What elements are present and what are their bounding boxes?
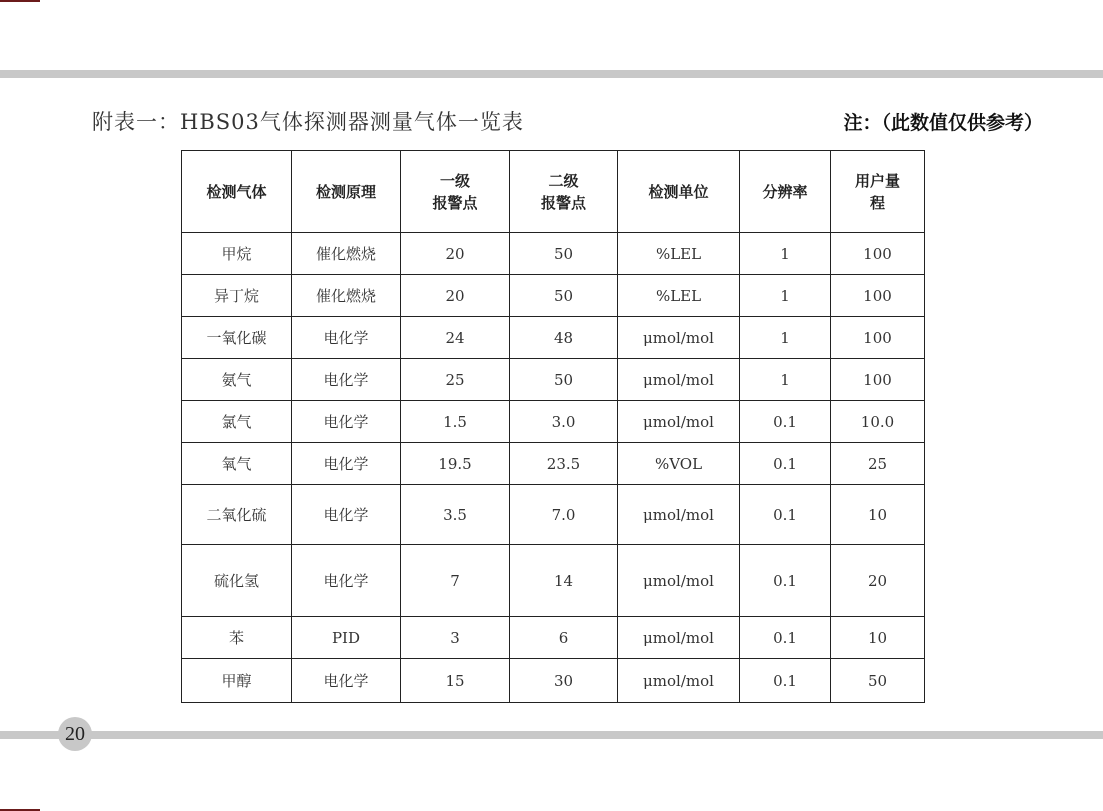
cell-alarm-1: 25 bbox=[401, 359, 510, 401]
cell-principle: 电化学 bbox=[292, 485, 401, 545]
bottom-rule bbox=[0, 731, 1103, 739]
cell-resolution: 1 bbox=[740, 359, 831, 401]
cell-gas: 二氧化硫 bbox=[182, 485, 292, 545]
cell-principle: 电化学 bbox=[292, 317, 401, 359]
cell-alarm-2: 23.5 bbox=[510, 443, 618, 485]
cell-resolution: 0.1 bbox=[740, 401, 831, 443]
table-row bbox=[182, 617, 925, 659]
table-row bbox=[182, 443, 925, 485]
cell-alarm-2: 48 bbox=[510, 317, 618, 359]
cell-alarm-2: 7.0 bbox=[510, 485, 618, 545]
table-row bbox=[182, 545, 925, 617]
cell-unit: %LEL bbox=[618, 233, 740, 275]
cell-resolution: 1 bbox=[740, 275, 831, 317]
cell-resolution: 0.1 bbox=[740, 545, 831, 617]
cell-unit: μmol/mol bbox=[618, 359, 740, 401]
page-number: 20 bbox=[58, 717, 92, 751]
cell-alarm-1: 20 bbox=[401, 233, 510, 275]
cell-resolution: 0.1 bbox=[740, 659, 831, 703]
cell-range: 20 bbox=[831, 545, 925, 617]
header-gas: 检测气体 bbox=[182, 151, 292, 233]
header-principle: 检测原理 bbox=[292, 151, 401, 233]
cell-gas: 氧气 bbox=[182, 443, 292, 485]
cell-alarm-1: 1.5 bbox=[401, 401, 510, 443]
table-row bbox=[182, 359, 925, 401]
cell-principle: 电化学 bbox=[292, 443, 401, 485]
reference-note: 注：（此数值仅供参考） bbox=[843, 112, 1043, 134]
cell-resolution: 0.1 bbox=[740, 443, 831, 485]
cell-resolution: 1 bbox=[740, 317, 831, 359]
table-row bbox=[182, 233, 925, 275]
cell-range: 25 bbox=[831, 443, 925, 485]
cell-alarm-2: 30 bbox=[510, 659, 618, 703]
cell-alarm-2: 3.0 bbox=[510, 401, 618, 443]
cell-unit: μmol/mol bbox=[618, 485, 740, 545]
cell-principle: 催化燃烧 bbox=[292, 275, 401, 317]
cell-principle: 电化学 bbox=[292, 401, 401, 443]
cell-alarm-1: 20 bbox=[401, 275, 510, 317]
gas-table bbox=[181, 150, 925, 703]
header-alarm-2: 二级 报警点 bbox=[510, 151, 618, 233]
cell-unit: μmol/mol bbox=[618, 545, 740, 617]
cell-gas: 氨气 bbox=[182, 359, 292, 401]
cell-principle: PID bbox=[292, 617, 401, 659]
cell-range: 50 bbox=[831, 659, 925, 703]
table-body bbox=[182, 233, 925, 703]
table-header-row bbox=[182, 151, 925, 233]
cell-alarm-1: 19.5 bbox=[401, 443, 510, 485]
cell-range: 10.0 bbox=[831, 401, 925, 443]
cell-alarm-2: 50 bbox=[510, 233, 618, 275]
page-title: 附表一：HBS03气体探测器测量气体一览表 bbox=[92, 110, 524, 134]
cell-gas: 硫化氢 bbox=[182, 545, 292, 617]
cell-gas: 氯气 bbox=[182, 401, 292, 443]
cell-principle: 催化燃烧 bbox=[292, 233, 401, 275]
cell-range: 100 bbox=[831, 275, 925, 317]
cell-principle: 电化学 bbox=[292, 545, 401, 617]
cell-range: 100 bbox=[831, 233, 925, 275]
cell-alarm-1: 24 bbox=[401, 317, 510, 359]
header-alarm-1: 一级 报警点 bbox=[401, 151, 510, 233]
cell-alarm-2: 14 bbox=[510, 545, 618, 617]
cell-gas: 苯 bbox=[182, 617, 292, 659]
table-row bbox=[182, 317, 925, 359]
cell-principle: 电化学 bbox=[292, 659, 401, 703]
header-resolution: 分辨率 bbox=[740, 151, 831, 233]
table-row bbox=[182, 485, 925, 545]
cell-alarm-1: 7 bbox=[401, 545, 510, 617]
cell-unit: %VOL bbox=[618, 443, 740, 485]
cell-unit: μmol/mol bbox=[618, 401, 740, 443]
cell-gas: 异丁烷 bbox=[182, 275, 292, 317]
cell-alarm-1: 3.5 bbox=[401, 485, 510, 545]
cell-resolution: 0.1 bbox=[740, 617, 831, 659]
cell-gas: 甲醇 bbox=[182, 659, 292, 703]
cell-range: 10 bbox=[831, 485, 925, 545]
cell-unit: μmol/mol bbox=[618, 317, 740, 359]
cell-unit: μmol/mol bbox=[618, 659, 740, 703]
cell-principle: 电化学 bbox=[292, 359, 401, 401]
cell-gas: 甲烷 bbox=[182, 233, 292, 275]
table-row bbox=[182, 659, 925, 703]
cell-unit: μmol/mol bbox=[618, 617, 740, 659]
cell-alarm-2: 50 bbox=[510, 359, 618, 401]
table-row bbox=[182, 401, 925, 443]
cell-range: 10 bbox=[831, 617, 925, 659]
top-rule bbox=[0, 70, 1103, 78]
cell-resolution: 1 bbox=[740, 233, 831, 275]
header-range: 用户量 程 bbox=[831, 151, 925, 233]
cell-alarm-1: 15 bbox=[401, 659, 510, 703]
cell-range: 100 bbox=[831, 359, 925, 401]
cell-gas: 一氧化碳 bbox=[182, 317, 292, 359]
cell-range: 100 bbox=[831, 317, 925, 359]
cell-alarm-2: 6 bbox=[510, 617, 618, 659]
top-corner-mark bbox=[0, 0, 40, 2]
header-unit: 检测单位 bbox=[618, 151, 740, 233]
cell-resolution: 0.1 bbox=[740, 485, 831, 545]
table-row bbox=[182, 275, 925, 317]
cell-unit: %LEL bbox=[618, 275, 740, 317]
cell-alarm-2: 50 bbox=[510, 275, 618, 317]
cell-alarm-1: 3 bbox=[401, 617, 510, 659]
